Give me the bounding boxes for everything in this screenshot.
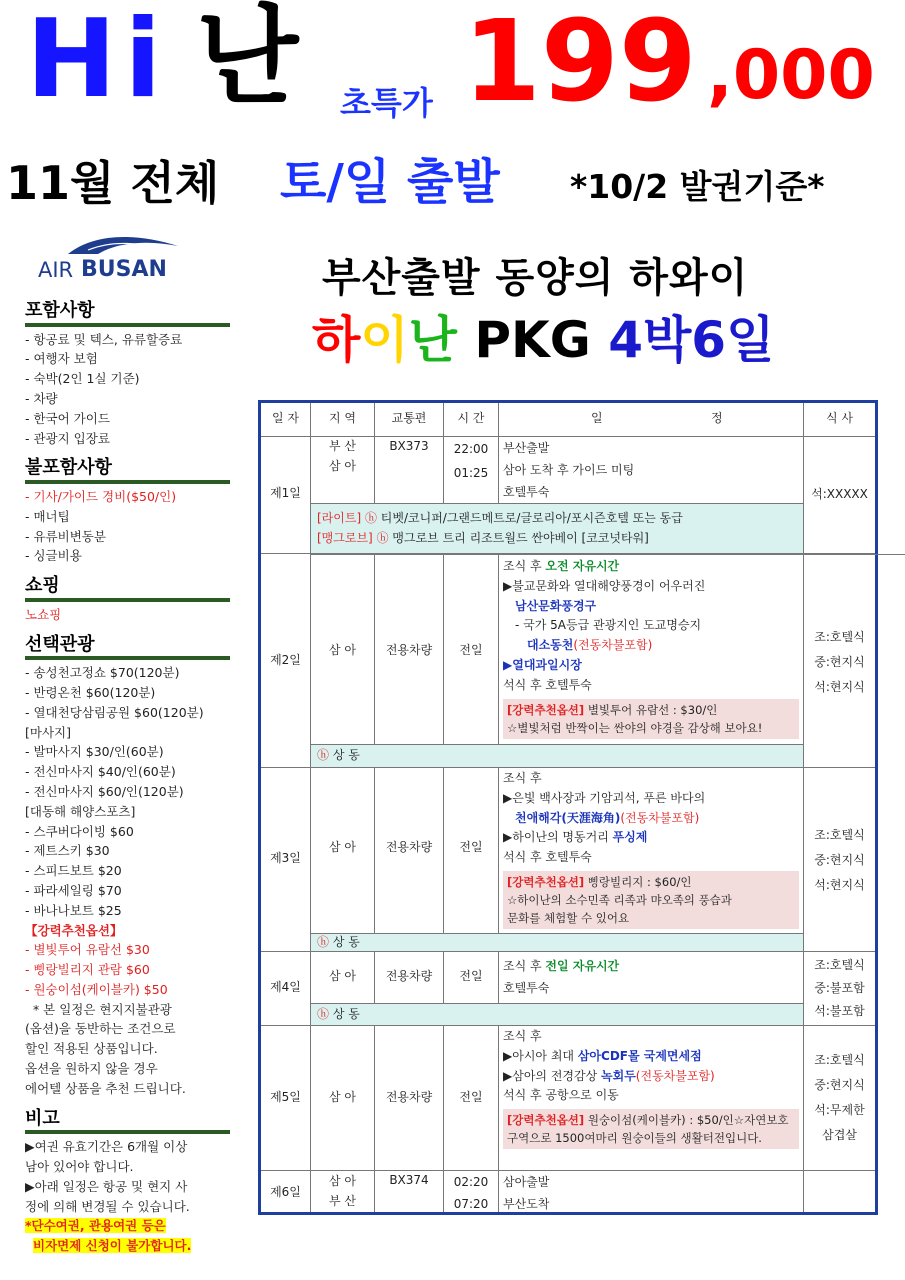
included-item: - 차량	[25, 390, 58, 406]
shopping-heading: 쇼핑	[25, 575, 230, 602]
day5-p4: 석식 후 공항으로 이동	[503, 1088, 619, 1103]
day3-label: 제3일	[270, 851, 301, 865]
day3-p3: 천애해각(天涯海角)	[515, 810, 621, 825]
col-header-time: 시 간	[457, 411, 485, 425]
day3-plan	[503, 769, 799, 929]
col-header-date: 일 자	[272, 411, 299, 425]
day4-hotel: 상 동	[332, 1007, 360, 1021]
day1-label: 제1일	[270, 486, 301, 500]
day5-region: 삼 아	[329, 1090, 356, 1104]
row-divider	[311, 554, 905, 555]
title-pkg: PKG	[456, 311, 609, 369]
col-header-plan-1: 일	[591, 411, 603, 425]
day5-p1: 조식 후	[503, 1029, 542, 1043]
day6-time: 02:20 07:20	[453, 1175, 489, 1211]
day4-plan	[503, 955, 799, 999]
hotel-icon: ⓗ	[317, 748, 330, 762]
included-item: - 한국어 가이드	[25, 410, 110, 426]
included-list	[25, 330, 230, 449]
day2-plan	[503, 557, 799, 739]
logo-busan-text: BUSAN	[81, 257, 167, 282]
day3-opt1: 삥랑빌리지 : $60/인	[584, 874, 692, 889]
day5-p3: ▶삼아의 전경감상	[503, 1068, 602, 1083]
options-heading: 선택관광	[25, 634, 230, 661]
recommend-item: - 삥랑빌리지 관람 $60	[25, 962, 150, 978]
day5-option-box	[503, 1109, 799, 1149]
included-item: - 관광지 입장료	[25, 430, 110, 446]
day4-meal: 조:호텔식 중:불포함 석:불포함	[814, 958, 865, 1018]
option-item: - 스피드보트 $20	[25, 863, 122, 879]
day5-transport: 전용차량	[385, 1090, 433, 1104]
day3-time: 전일	[459, 840, 483, 854]
day3-hotel-box	[311, 934, 803, 951]
option-item: - 발마사지 $30/인(60분)	[25, 744, 164, 760]
day2-region: 삼 아	[329, 643, 356, 657]
day5-time: 전일	[459, 1090, 483, 1104]
option-item: - 제트스키 $30	[25, 843, 110, 859]
excluded-item: - 유류비변동분	[25, 528, 106, 544]
included-item: - 여행자 보험	[25, 351, 98, 367]
day5-meal: 조:호텔식 중:현지식 석:무제한 삼겹살	[814, 1053, 865, 1142]
passport-warning-2: 비자면제 신청이 불가합니다.	[33, 1238, 192, 1254]
day2-label: 제2일	[270, 653, 301, 667]
ticketing-basis: *10/2 발권기준*	[570, 167, 825, 206]
option-item: - 전신마사지 $40/인(60분)	[25, 764, 176, 780]
day4-time: 전일	[459, 969, 483, 983]
day3-p1: 조식 후	[503, 771, 542, 785]
day5-opt-tag: [강력추천옵션]	[507, 1113, 585, 1128]
day2-opt2: ☆별빛처럼 반짝이는 싼야의 야경을 감상해 보아요!	[507, 720, 763, 735]
day2-time: 전일	[459, 643, 483, 657]
day3-p5: 석식 후 호텔투숙	[503, 850, 592, 865]
hotel-icon: ⓗ	[364, 511, 377, 525]
day2-p2: ▶불교문화와 열대해양풍경이 어우러진	[503, 578, 706, 593]
day3-p3-note: (전동차불포함)	[620, 810, 700, 825]
day6-label: 제6일	[270, 1185, 301, 1199]
left-info-column	[25, 300, 230, 1256]
day2-opt1: 별빛투어 유람선 : $30/인	[584, 702, 718, 717]
day6-transport: BX374	[389, 1173, 429, 1187]
remarks-heading: 비고	[25, 1108, 230, 1135]
day6-region: 삼 아 부 산	[329, 1174, 356, 1208]
day2-hotel-box	[311, 745, 803, 767]
shopping-value: 노쇼핑	[25, 606, 62, 622]
hotel-tag-mangrove: [맹그로브]	[317, 531, 373, 545]
col-header-meal: 식 사	[826, 411, 853, 425]
day5-label: 제5일	[270, 1090, 301, 1104]
day1-meal: 석:XXXXX	[811, 487, 868, 501]
option-item: - 반령온천 $60(120분)	[25, 684, 156, 700]
day4-label: 제4일	[270, 980, 301, 994]
day2-p3: 남산문화풍경구	[515, 598, 597, 613]
day3-opt2: ☆하이난의 소수민족 리족과 먀오족의 풍습과 문화를 체험할 수 있어요	[507, 892, 732, 925]
special-price-label: 초특가	[340, 84, 433, 122]
day2-p4: - 국가 5A등급 관광지인 도교명승지	[515, 618, 702, 633]
headline-nan: 난	[196, 0, 299, 118]
hotel-icon: ⓗ	[317, 935, 330, 949]
day4-free-time: 전일 자유시간	[545, 959, 620, 973]
day3-option-box	[503, 871, 799, 929]
option-item: - 송성천고정쇼 $70(120분)	[25, 665, 180, 681]
day6-plan: 삼아출발 부산도착	[503, 1175, 550, 1211]
recommend-heading: 【강력추천옵션】	[25, 922, 123, 938]
hotel-lite-list: 티벳/코니퍼/그랜드메트로/글로리아/포시즌호텔 또는 동급	[376, 511, 683, 525]
day3-p4: ▶하이난의 명동거리	[503, 830, 613, 845]
excluded-list	[25, 507, 230, 566]
excluded-guide-fee: - 기사/가이드 경비($50/인)	[25, 488, 177, 504]
day1-region: 부 산 삼 아	[329, 439, 356, 473]
day3-hotel: 상 동	[332, 935, 360, 949]
day4-p2: 호텔투숙	[503, 981, 550, 995]
day5-plan	[503, 1027, 799, 1149]
hotel-tag-lite: [라이트]	[317, 511, 362, 525]
recommend-list	[25, 940, 230, 999]
day2-p1: 조식 후	[503, 559, 546, 573]
title-i: 이	[360, 311, 409, 369]
price-main: 199	[463, 0, 697, 127]
day5-p3-note: (전동차불포함)	[635, 1068, 715, 1083]
included-item: - 숙박(2인 1실 기준)	[25, 371, 140, 387]
day2-p5-note: (전동차불포함)	[573, 638, 653, 653]
recommend-item: - 별빛투어 유람선 $30	[25, 942, 150, 958]
included-item: - 항공료 및 텍스, 유류할증료	[25, 331, 183, 347]
day1-time: 22:00 01:25	[453, 442, 489, 480]
day5-dutyfree: 삼아CDF몰 국제면세점	[577, 1048, 702, 1063]
day1-transport: BX373	[389, 439, 429, 453]
col-header-transport: 교통편	[391, 411, 427, 425]
day3-opt-tag: [강력추천옵션]	[507, 874, 585, 889]
excluded-item: - 싱글비용	[25, 548, 82, 564]
day3-region: 삼 아	[329, 840, 356, 854]
options-notice: * 본 일정은 현지지불관광 (옵션)을 동반하는 조건으로 할인 적용된 상품입니다. 옵션을 원하지 않을 경우 에어텔 상품을 추천 드립니다.	[25, 1001, 186, 1096]
day2-p7: 석식 후 호텔투숙	[503, 677, 592, 692]
day3-transport: 전용차량	[385, 840, 433, 854]
excluded-item: - 매너팁	[25, 508, 70, 524]
hotel-icon: ⓗ	[317, 1007, 330, 1021]
day5-opt1: 원숭이섬(케이블카) : $50/인☆자연보호구역으로 1500여마리 원숭이들의 생활터전입니다.	[507, 1113, 789, 1146]
option-item: - 스쿠버다이빙 $60	[25, 823, 134, 839]
itinerary-table	[258, 400, 878, 1215]
departure-days: 토/일 출발	[280, 154, 500, 210]
day2-free-time: 오전 자유시간	[545, 559, 620, 573]
option-item: - 바나나보트 $25	[25, 902, 122, 918]
logo-air-text: AIR	[38, 258, 74, 282]
title-nan: 난	[408, 311, 457, 369]
day2-option-box	[503, 699, 799, 739]
day2-opt-tag: [강력추천옵션]	[507, 702, 585, 717]
day3-meal: 조:호텔식 중:현지식 석:현지식	[814, 828, 865, 892]
day4-hotel-box	[311, 1004, 803, 1025]
col-header-plan-2: 정	[711, 411, 723, 425]
day2-p5: 대소동천	[527, 638, 574, 653]
hotel-icon: ⓗ	[376, 531, 389, 545]
day1-plan: 부산출발 삼아 도착 후 가이드 미팅 호텔투숙	[503, 441, 635, 499]
day4-region: 삼 아	[329, 969, 356, 983]
title-nights: 4박6일	[608, 311, 775, 369]
day2-hotel: 상 동	[332, 748, 360, 762]
headline-hi: Hi	[26, 0, 170, 122]
col-header-region: 지 역	[329, 411, 356, 425]
day1-hotel-box	[311, 504, 803, 553]
day3-p2: ▶은빛 백사장과 기암괴석, 푸른 바다의	[503, 790, 706, 805]
included-heading: 포함사항	[25, 300, 230, 327]
day5-p2: ▶아시아 최대	[503, 1048, 578, 1063]
remarks-text: ▶여권 유효기간은 6개월 이상 남아 있어야 합니다. ▶아래 일정은 항공 및 현지 사 정에 의해 변경될 수 있습니다.	[25, 1139, 190, 1214]
excluded-heading: 불포함사항	[25, 457, 230, 484]
day4-transport: 전용차량	[385, 969, 433, 983]
option-item: - 전신마사지 $60/인(120분)	[25, 783, 184, 799]
option-item: - 열대천당삼림공원 $60(120분)	[25, 704, 204, 720]
tour-subtitle	[312, 311, 775, 369]
day2-transport: 전용차량	[385, 643, 433, 657]
air-busan-logo	[38, 232, 183, 282]
title-ha: 하	[312, 311, 361, 369]
day4-p1: 조식 후	[503, 959, 546, 973]
options-list	[25, 663, 230, 920]
day5-luhuitou: 녹회두	[601, 1068, 636, 1083]
recommend-item: - 원숭이섬(케이블카) $50	[25, 981, 168, 997]
day2-meal: 조:호텔식 중:현지식 석:현지식	[814, 630, 865, 694]
tour-title: 부산출발 동양의 하와이	[322, 255, 749, 301]
day3-p4-street: 푸싱제	[612, 830, 648, 845]
option-item: [대동해 해양스포츠]	[25, 803, 136, 819]
option-item: [마사지]	[25, 724, 71, 740]
option-item: - 파라세일링 $70	[25, 882, 122, 898]
passport-warning-1: *단수여권, 관용여권 등은	[25, 1218, 166, 1234]
departure-month: 11월 전체	[6, 156, 220, 210]
price-tail: ,000	[707, 36, 875, 115]
day2-p6: ▶열대과일시장	[503, 657, 582, 672]
hotel-mangrove: 맹그로브 트리 리조트월드 싼야베이 [코코넛타워]	[388, 531, 649, 545]
